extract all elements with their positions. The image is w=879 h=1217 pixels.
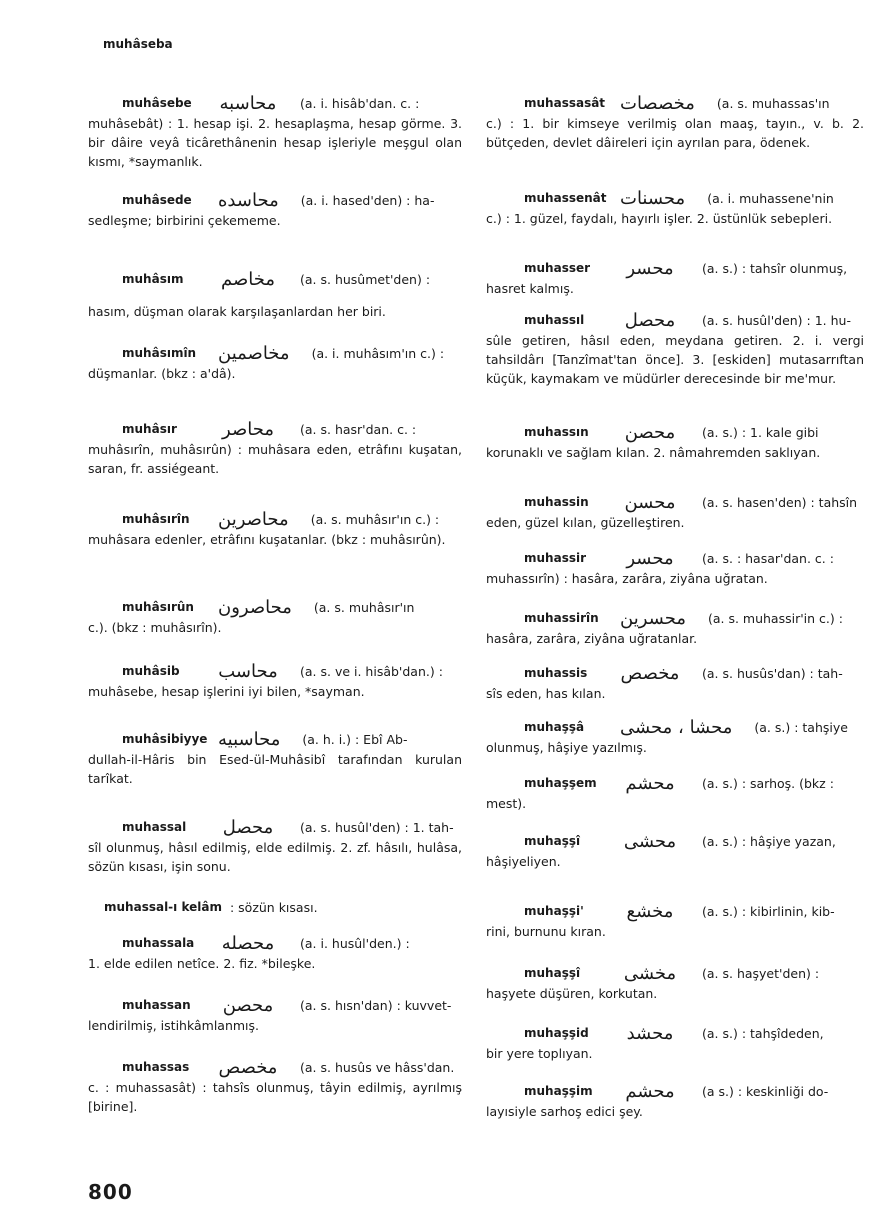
arabic-script: محاصر [222, 418, 274, 440]
definition-text: muhâsebe, hesap işlerini iyi bilen, *sayman. [88, 684, 365, 699]
entry [88, 728, 462, 816]
arabic-script: محشم [625, 1080, 675, 1102]
entry [88, 596, 462, 660]
definition-text: rini, burnunu kıran. [486, 924, 606, 939]
definition-text: layısiyle sarhoş edici şey. [486, 1104, 643, 1119]
arabic-script: محاصرين [218, 508, 289, 530]
definition-start: (a. s. husûs'dan) : tah- [702, 665, 843, 681]
arabic-script: محشى [623, 830, 677, 852]
headword: muhassal-ı kelâm [104, 899, 222, 914]
definition-text: hâşiyeliyen. [486, 854, 561, 869]
definition-start: (a. s.) : tahsîr olunmuş, [702, 260, 848, 276]
definition-text: muhâsırîn, muhâsırûn) : muhâsara eden, etrâfını kuşatan, saran, fr. assiégeant. [88, 442, 462, 476]
definition-start: (a. s. hısn'dan) : kuvvet- [300, 997, 452, 1013]
arabic-script: محاصرون [218, 596, 292, 618]
headword: muhassıl [524, 312, 585, 327]
headword: muhâsibiyye [122, 731, 208, 746]
arabic-script: محاسده [218, 189, 279, 211]
headword: muhassir [524, 550, 587, 565]
entry [486, 830, 864, 900]
definition-text: sîl olunmuş, hâsıl edilmiş, elde edilmiş. 2. zf. hâsılı, hulâsa, sözün kısası, işin sonu. [88, 840, 462, 874]
definition-text: 1. elde edilen netîce. 2. fiz. *bileşke. [88, 956, 316, 971]
arabic-script: محاسب [218, 660, 278, 682]
definition-start: (a s.) : keskinliği do- [702, 1083, 829, 1099]
entry [88, 342, 462, 418]
entry [88, 896, 462, 932]
definition-text: sîs eden, has kılan. [486, 686, 606, 701]
entry [486, 1080, 864, 1138]
arabic-script: محسر [626, 547, 674, 569]
definition-text: hasret kalmış. [486, 281, 574, 296]
definition-start: (a. s. husûl'den) : 1. hu- [702, 312, 851, 328]
definition-text: muhâsara edenler, etrâfını kuşatanlar. (bkz : muhâsırûn). [88, 532, 446, 547]
definition-start: (a. s. muhâsır'ın c.) : [310, 511, 440, 527]
headword: muhâsır [122, 421, 177, 436]
definition-text: bir yere toplıyan. [486, 1046, 593, 1061]
definition-text: mest). [486, 796, 527, 811]
definition-start: (a. s. muhassir'in c.) : [707, 610, 843, 626]
arabic-script: محسنات [620, 187, 686, 209]
arabic-script: محاسبیه [218, 728, 281, 750]
entry [486, 607, 864, 662]
definition-start: (a. h. i.) : Ebî Ab- [302, 731, 408, 747]
arabic-script: مخصص [218, 1056, 278, 1078]
definition-start: (a. s.) : tahşîdeden, [702, 1025, 824, 1041]
entry [486, 962, 864, 1022]
entry [88, 1056, 462, 1126]
definition-text: haşyete düşüren, korkutan. [486, 986, 658, 1001]
headword: muhaşşî [524, 833, 581, 848]
headword: muhâsebe [122, 95, 192, 110]
definition-start: (a. s. haşyet'den) : [702, 965, 820, 981]
definition-start: (a. s. muhâsır'ın [313, 599, 415, 615]
arabic-script: محشم [625, 772, 675, 794]
headword: muhassala [122, 935, 195, 950]
headword: muhaşşem [524, 775, 597, 790]
definition-start: (a. s.) : hâşiye yazan, [702, 833, 836, 849]
headword: muhassas [122, 1059, 190, 1074]
entry [486, 257, 864, 309]
headword: muhaşşim [524, 1083, 593, 1098]
definition-start: (a. s. husûmet'den) : [300, 271, 431, 287]
definition-start: (a. i. muhassene'nin [707, 190, 834, 206]
entry [486, 187, 864, 257]
headword: muhaşşî [524, 965, 581, 980]
definition-start: (a. i. husûl'den.) : [300, 935, 410, 951]
entry [486, 900, 864, 962]
headword: muhaşşid [524, 1025, 589, 1040]
headword: muhassirîn [524, 610, 599, 625]
headword: muhaşşâ [524, 719, 585, 734]
arabic-script: محسن [624, 491, 676, 513]
headword: muhâsib [122, 663, 180, 678]
definition-start: (a. i. hisâb'dan. c. : [300, 95, 420, 111]
arabic-script: مخصصات [620, 92, 695, 114]
entry [88, 932, 462, 994]
arabic-script: محشا ، محشى [620, 716, 733, 738]
arabic-script: محصل [624, 309, 676, 331]
headword: muhassan [122, 997, 191, 1012]
arabic-script: محصن [624, 421, 676, 443]
entry [486, 547, 864, 607]
definition-start: (a. i. muhâsım'ın c.) : [311, 345, 445, 361]
definition-start: (a. s. ve i. hisâb'dan.) : [300, 663, 443, 679]
definition-text: lendirilmiş, istihkâmlanmış. [88, 1018, 260, 1033]
headword: muhasser [524, 260, 591, 275]
entry [486, 1022, 864, 1080]
entry [88, 189, 462, 264]
definition-start: (a. s.) : tahşiye [754, 719, 848, 735]
left-column [88, 92, 462, 1126]
headword: muhaşşi' [524, 903, 584, 918]
definition-start: (a. s.) : kibirlinin, kib- [702, 903, 835, 919]
entry [88, 994, 462, 1056]
arabic-script: مخشع [626, 900, 674, 922]
arabic-script: محصن [222, 994, 274, 1016]
headword: muhassal [122, 819, 187, 834]
definition-text: hasâra, zarâra, ziyâna uğratanlar. [486, 631, 698, 646]
entry [486, 421, 864, 491]
definition-start: (a. s.) : sarhoş. (bkz : [702, 775, 834, 791]
arabic-script: مخاصمین [218, 342, 290, 364]
entry [486, 772, 864, 830]
headword: muhâsırîn [122, 511, 190, 526]
entry [88, 660, 462, 728]
headword: muhâsım [122, 271, 184, 286]
headword: muhâsede [122, 192, 192, 207]
headword: muhassis [524, 665, 588, 680]
running-header: muhâseba [103, 37, 173, 51]
definition-start: (a. s. muhassas'ın [716, 95, 830, 111]
definition-start: : sözün kısası. [229, 899, 318, 915]
entry [486, 662, 864, 716]
definition-start: (a. s. husûl'den) : 1. tah- [300, 819, 454, 835]
right-column [486, 92, 864, 1138]
definition-text: c.). (bkz : muhâsırîn). [88, 620, 222, 635]
definition-text: eden, güzel kılan, güzelleştiren. [486, 515, 685, 530]
definition-text: olunmuş, hâşiye yazılmış. [486, 740, 647, 755]
definition-start: (a. s. hasr'dan. c. : [300, 421, 417, 437]
definition-text: sûle getiren, hâsıl eden, meydana getiren. 2. i. vergi tahsildârı [Tanzîmat'tan önce]. 3. [eskiden] mutasarrıftan küçük, kaymakam ve müdürler derecesinde bir me'mur. [486, 333, 864, 386]
arabic-script: محصله [221, 932, 275, 954]
definition-text: korunaklı ve sağlam kılan. 2. nâmahremden saklıyan. [486, 445, 821, 460]
definition-text: c. : muhassasât) : tahsîs olunmuş, tâyin edilmiş, ayrılmış [birine]. [88, 1080, 462, 1114]
definition-text: c.) : 1. güzel, faydalı, hayırlı işler. 2. üstünlük sebepleri. [486, 211, 833, 226]
definition-text: dullah-il-Hâris bin Esed-ül-Muhâsibî tarafından kurulan tarîkat. [88, 752, 462, 786]
entry [88, 418, 462, 508]
arabic-script: محاسبه [219, 92, 277, 114]
arabic-script: مخاصم [220, 268, 275, 290]
headword: muhâsımîn [122, 345, 197, 360]
entry [486, 491, 864, 547]
arabic-script: محسرين [620, 607, 686, 629]
entry [88, 816, 462, 896]
definition-text: sedleşme; birbirini çekememe. [88, 213, 281, 228]
page-number: 800 [88, 1180, 133, 1204]
arabic-script: محسر [626, 257, 674, 279]
definition-text: hasım, düşman olarak karşılaşanlardan her biri. [88, 304, 386, 319]
definition-start: (a. s. husûs ve hâss'dan. [300, 1059, 455, 1075]
arabic-script: محشد [626, 1022, 674, 1044]
entry [88, 92, 462, 189]
definition-text: düşmanlar. (bkz : a'dâ). [88, 366, 236, 381]
arabic-script: مخشى [623, 962, 677, 984]
headword: muhassın [524, 424, 589, 439]
definition-text: muhassırîn) : hasâra, zarâra, ziyâna uğratan. [486, 571, 768, 586]
definition-start: (a. s.) : 1. kale gibi [702, 424, 819, 440]
entry [88, 264, 462, 342]
entry [486, 716, 864, 772]
entry [88, 508, 462, 596]
headword: muhassasât [524, 95, 606, 110]
entry [486, 92, 864, 187]
arabic-script: مخصص [620, 662, 680, 684]
definition-text: muhâsebât) : 1. hesap işi. 2. hesaplaşma, hesap görme. 3. bir dâire veyâ ticârethânenin hesap işleriyle meşgul olan kısmı, *saymanlık. [88, 116, 462, 169]
entry [486, 309, 864, 421]
headword: muhâsırûn [122, 599, 194, 614]
arabic-script: محصل [222, 816, 274, 838]
headword: muhassenât [524, 190, 607, 205]
headword: muhassin [524, 494, 589, 509]
definition-start: (a. s. : hasar'dan. c. : [702, 550, 834, 566]
definition-start: (a. s. hasen'den) : tahsîn [702, 494, 858, 510]
definition-start: (a. i. hased'den) : ha- [300, 192, 435, 208]
definition-text: c.) : 1. bir kimseye verilmiş olan maaş, tayın., v. b. 2. bütçeden, devlet dâireleri için ayrılan para, ödenek. [486, 116, 864, 150]
